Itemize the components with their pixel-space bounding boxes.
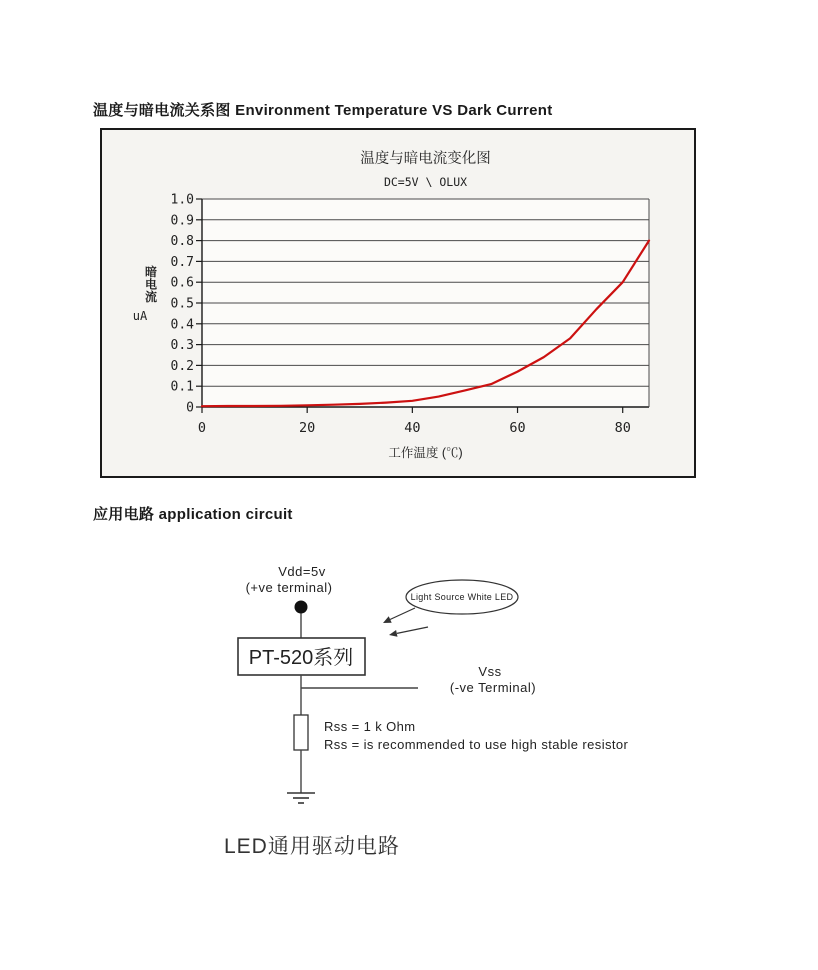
ground-symbol (287, 793, 315, 803)
chart-frame (100, 128, 696, 478)
light-arrow-head-2 (389, 630, 398, 637)
vss-label: Vss (478, 664, 502, 679)
chart-subtitle: DC=5V \ OLUX (383, 175, 468, 189)
y-axis-title-char: 电 (144, 277, 158, 292)
y-tick-label: 0.4 (170, 317, 194, 333)
vss-sub-label: (-ve Terminal) (449, 680, 537, 695)
y-axis-title-char: 暗 (144, 265, 158, 279)
y-tick-label: 1.0 (170, 192, 194, 208)
x-tick-label: 80 (614, 420, 631, 436)
rss-value-label: Rss = 1 k Ohm (324, 719, 416, 734)
y-axis-unit: uA (132, 309, 148, 323)
light-arrow-icon (383, 608, 428, 637)
rss-note-label: Rss = is recommended to use high stable resistor (324, 737, 629, 752)
pt520-label: PT-520系列 (248, 647, 354, 669)
x-tick-label: 0 (197, 420, 207, 436)
y-tick-label: 0.8 (170, 234, 194, 250)
y-tick-label: 0.7 (170, 254, 194, 270)
y-tick-label: 0.6 (170, 275, 194, 291)
x-tick-label: 40 (404, 420, 421, 436)
vdd-label: Vdd=5v (278, 564, 326, 579)
temperature-dark-current-chart (102, 130, 694, 476)
x-tick-label: 20 (299, 420, 316, 436)
vdd-sub-label: (+ve terminal) (245, 580, 333, 595)
y-tick-label: 0.3 (170, 338, 194, 354)
page-title: 温度与暗电流关系图 Environment Temperature VS Dark Current (93, 102, 553, 119)
section-title-application-circuit: 应用电路 application circuit (93, 506, 293, 523)
y-tick-label: 0.2 (170, 358, 194, 374)
y-axis-title-char: 流 (144, 290, 158, 304)
light-source-label: Light Source White LED (410, 592, 514, 602)
light-arrow-shaft-2 (397, 627, 428, 633)
x-tick-label: 60 (509, 420, 526, 436)
y-tick-label: 0.1 (170, 379, 194, 395)
light-arrow-shaft-1 (390, 608, 415, 620)
application-circuit-diagram (200, 550, 680, 820)
y-tick-label: 0.5 (170, 296, 194, 312)
chart-title: 温度与暗电流变化图 (360, 151, 491, 167)
x-axis-title: 工作温度 (℃) (388, 446, 463, 460)
y-tick-label: 0 (186, 400, 194, 416)
supply-node-dot (295, 601, 308, 614)
resistor-symbol (294, 715, 308, 750)
circuit-caption: LED通用驱动电路 (224, 835, 400, 858)
y-tick-label: 0.9 (170, 213, 194, 229)
